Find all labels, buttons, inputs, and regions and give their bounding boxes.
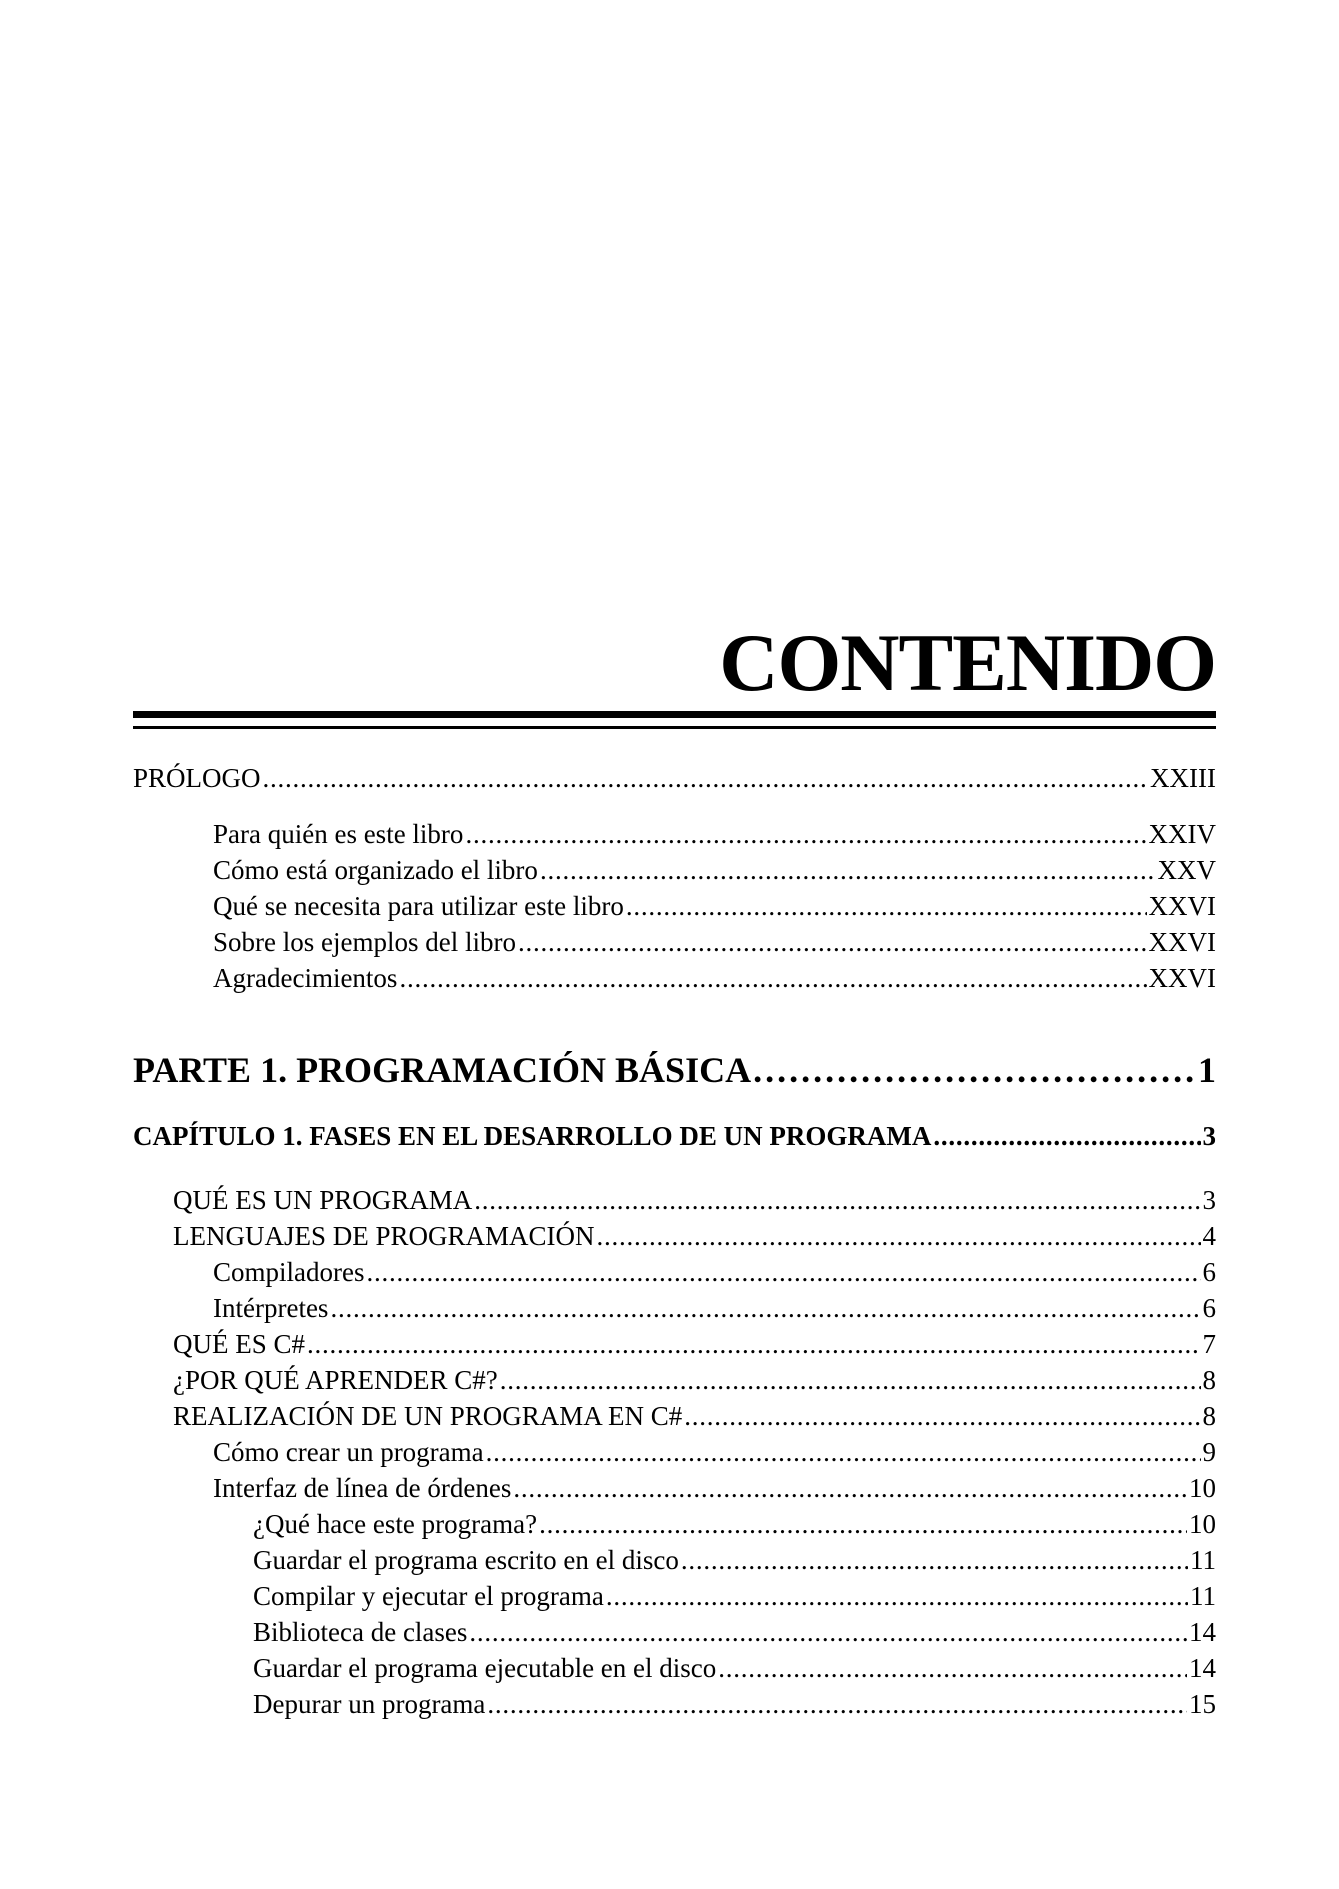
toc-entry[interactable] <box>133 1182 1216 1218</box>
toc-leader <box>399 960 1146 996</box>
toc-leader <box>366 1254 1200 1290</box>
toc-entry[interactable] <box>133 1218 1216 1254</box>
toc-leader <box>465 816 1146 852</box>
toc-entry[interactable] <box>133 1686 1216 1722</box>
toc-entry-page: 11 <box>1190 1545 1216 1575</box>
toc-entry[interactable] <box>133 1614 1216 1650</box>
toc-entry-page: XXV <box>1157 855 1216 885</box>
toc-entry[interactable] <box>133 1506 1216 1542</box>
toc-entry-page: XXVI <box>1148 927 1216 957</box>
toc-entry-page: 15 <box>1189 1689 1216 1719</box>
toc-entry-page: 8 <box>1202 1365 1216 1395</box>
toc-entry-page: 7 <box>1202 1329 1216 1359</box>
toc-leader <box>474 1182 1200 1218</box>
toc-entry-title: LENGUAJES DE PROGRAMACIÓN <box>173 1221 595 1251</box>
toc-entry[interactable] <box>133 1578 1216 1614</box>
toc-entry-title: Interfaz de línea de órdenes <box>213 1473 512 1503</box>
toc-entry-title: Qué se necesita para utilizar este libro <box>213 891 624 921</box>
toc-entry-title: Cómo está organizado el libro <box>213 855 538 885</box>
toc-leader <box>330 1290 1200 1326</box>
toc-entry[interactable] <box>133 816 1216 852</box>
toc-entry-page: 11 <box>1190 1581 1216 1611</box>
toc-entry-title: Guardar el programa escrito en el disco <box>253 1545 679 1575</box>
toc-entry[interactable] <box>133 1542 1216 1578</box>
toc-leader <box>487 1686 1187 1722</box>
toc-entry[interactable] <box>133 924 1216 960</box>
toc-entry-title: Biblioteca de clases <box>253 1617 468 1647</box>
toc-leader <box>307 1326 1200 1362</box>
toc-leader <box>513 1470 1187 1506</box>
toc-entry-title: ¿Qué hace este programa? <box>253 1509 538 1539</box>
toc-entry-prologo[interactable] <box>133 760 1216 796</box>
toc-entry-page: 8 <box>1202 1401 1216 1431</box>
toc-entry-title: PRÓLOGO <box>133 763 261 793</box>
toc-entry[interactable] <box>133 1434 1216 1470</box>
toc-leader <box>753 1048 1196 1092</box>
toc-entry-title: Cómo crear un programa <box>213 1437 484 1467</box>
toc-entry-title: ¿POR QUÉ APRENDER C#? <box>173 1365 498 1395</box>
toc-entry-title: Sobre los ejemplos del libro <box>213 927 516 957</box>
page-title: CONTENIDO <box>719 617 1216 708</box>
toc-leader <box>263 760 1149 796</box>
toc-entry[interactable] <box>133 1254 1216 1290</box>
toc-entry[interactable] <box>133 1290 1216 1326</box>
toc-leader <box>626 888 1147 924</box>
toc-entry-title: Para quién es este libro <box>213 819 464 849</box>
toc-entry-page: XXVI <box>1148 891 1216 921</box>
table-of-contents <box>133 760 1216 1722</box>
toc-entry[interactable] <box>133 1362 1216 1398</box>
toc-entry-page: XXIII <box>1150 763 1216 793</box>
toc-leader <box>597 1218 1201 1254</box>
toc-entry-title: REALIZACIÓN DE UN PROGRAMA EN C# <box>173 1401 683 1431</box>
toc-entry-title: QUÉ ES UN PROGRAMA <box>173 1185 473 1215</box>
toc-entry-title: CAPÍTULO 1. FASES EN EL DESARROLLO DE UN PROGRAMA <box>133 1121 932 1151</box>
toc-entry-title: Intérpretes <box>213 1293 329 1323</box>
toc-leader <box>606 1578 1188 1614</box>
toc-entry-title: Depurar un programa <box>253 1689 486 1719</box>
toc-entry-title: QUÉ ES C# <box>173 1329 306 1359</box>
toc-entry-chapter[interactable] <box>133 1118 1216 1154</box>
toc-entry-page: 10 <box>1189 1473 1216 1503</box>
toc-entry[interactable] <box>133 1470 1216 1506</box>
toc-entry[interactable] <box>133 1326 1216 1362</box>
toc-entry-page: XXIV <box>1148 819 1216 849</box>
toc-leader <box>933 1118 1200 1154</box>
toc-entry[interactable] <box>133 1398 1216 1434</box>
toc-entry-page: 14 <box>1189 1653 1216 1683</box>
toc-entry-page: 9 <box>1202 1437 1216 1467</box>
toc-leader <box>539 1506 1187 1542</box>
toc-leader <box>684 1398 1200 1434</box>
toc-leader <box>518 924 1147 960</box>
toc-leader <box>718 1650 1187 1686</box>
toc-entry-part[interactable] <box>133 1048 1216 1092</box>
toc-entry-page: 1 <box>1198 1050 1216 1090</box>
title-rule-thick <box>133 711 1216 718</box>
toc-entry[interactable] <box>133 888 1216 924</box>
toc-entry[interactable] <box>133 960 1216 996</box>
toc-leader <box>486 1434 1201 1470</box>
toc-leader <box>469 1614 1187 1650</box>
toc-entry-page: 6 <box>1202 1257 1216 1287</box>
toc-entry-page: XXVI <box>1148 963 1216 993</box>
toc-entry-page: 10 <box>1189 1509 1216 1539</box>
toc-entry-page: 3 <box>1202 1121 1216 1151</box>
toc-entry-page: 14 <box>1189 1617 1216 1647</box>
toc-entry-page: 4 <box>1202 1221 1216 1251</box>
toc-entry-title: Guardar el programa ejecutable en el disco <box>253 1653 717 1683</box>
toc-entry-page: 3 <box>1202 1185 1216 1215</box>
toc-entry[interactable] <box>133 1650 1216 1686</box>
title-rule-thin <box>133 726 1216 729</box>
toc-leader <box>500 1362 1201 1398</box>
toc-leader <box>681 1542 1188 1578</box>
toc-entry-title: Compiladores <box>213 1257 365 1287</box>
toc-leader <box>540 852 1156 888</box>
toc-entry[interactable] <box>133 852 1216 888</box>
toc-entry-title: Agradecimientos <box>213 963 398 993</box>
toc-entry-title: Compilar y ejecutar el programa <box>253 1581 604 1611</box>
toc-entry-page: 6 <box>1202 1293 1216 1323</box>
toc-entry-title: PARTE 1. PROGRAMACIÓN BÁSICA <box>133 1050 752 1090</box>
